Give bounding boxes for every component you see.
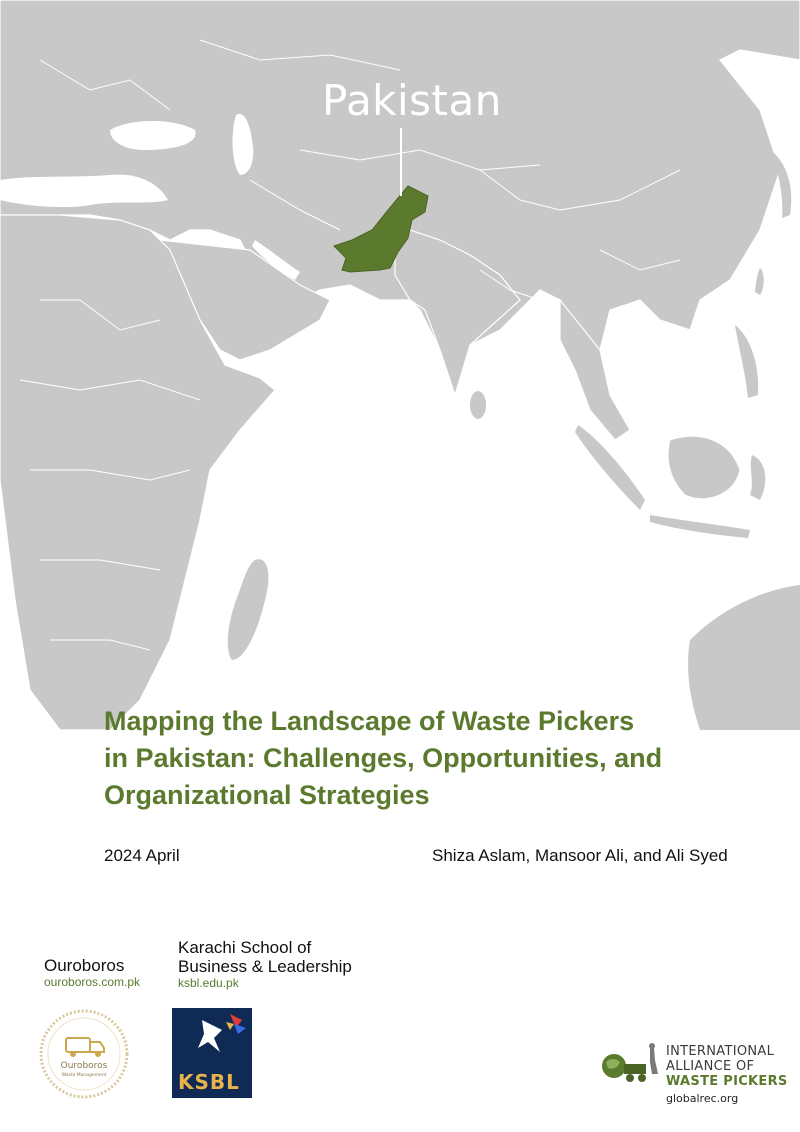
ouroboros-logo: [38, 1008, 130, 1100]
publication-date: 2024 April: [104, 846, 180, 865]
report-title: [104, 703, 764, 814]
ksbl-name-line-2: Business & Leadership: [178, 957, 352, 976]
title-line-2: in Pakistan: Challenges, Opportunities, and: [104, 743, 663, 773]
iawp-url[interactable]: globalrec.org: [666, 1092, 739, 1105]
mediterranean: [0, 175, 168, 208]
iawp-line-1: INTERNATIONAL: [666, 1044, 775, 1059]
ksbl-name-line-1: Karachi School of: [178, 938, 312, 957]
iawp-line-2: ALLIANCE OF: [666, 1059, 755, 1074]
title-line-3: Organizational Strategies: [104, 780, 430, 810]
ouroboros-name: Ouroboros: [44, 956, 125, 975]
authors: Shiza Aslam, Mansoor Ali, and Ali Syed: [432, 846, 728, 865]
ksbl-logo: [172, 1008, 252, 1098]
iawp-line-3: WASTE PICKERS: [666, 1074, 788, 1089]
ksbl-logo-text: KSBL: [178, 1070, 240, 1094]
ouroboros-url[interactable]: ouroboros.com.pk: [44, 975, 141, 989]
ouroboros-logo-subtext: Waste Management: [61, 1073, 107, 1078]
ksbl-bird-icon: [172, 1008, 252, 1068]
ksbl-url[interactable]: ksbl.edu.pk: [178, 976, 239, 990]
sri-lanka: [470, 391, 486, 419]
map-country-label: Pakistan: [322, 76, 502, 125]
title-line-1: Mapping the Landscape of Waste Pickers: [104, 706, 635, 736]
iawp-logo-icon: [600, 1042, 664, 1086]
ouroboros-logo-text: Ouroboros: [60, 1061, 108, 1071]
